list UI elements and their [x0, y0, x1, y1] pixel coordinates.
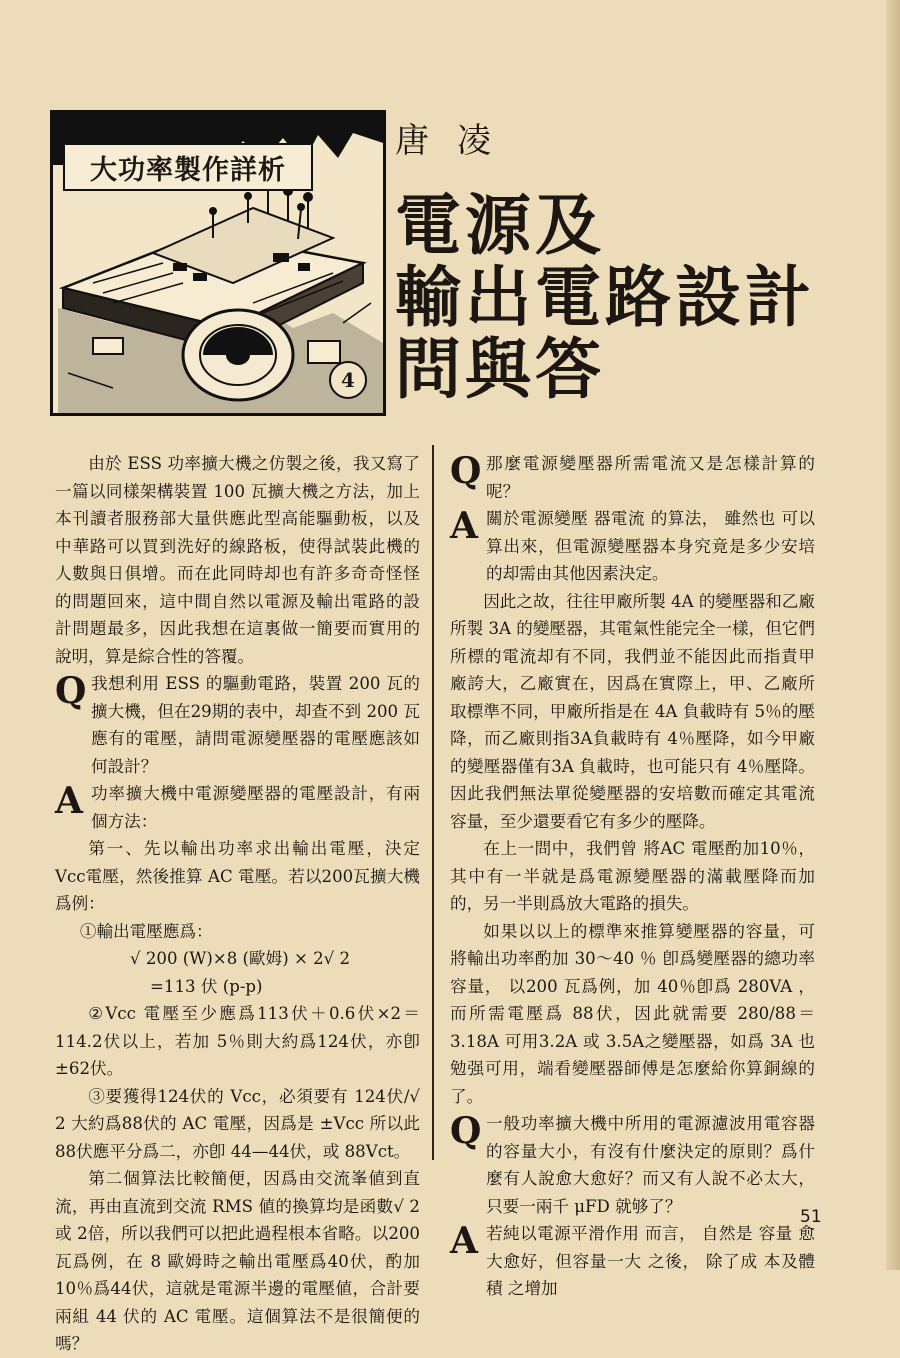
voltage-drop-paragraph: 在上一問中，我們曾 將AC 電壓酌加10％，其中有一半就是爲電源變壓器的滿載壓降而加的，另一半則爲放大電路的損失。	[450, 839, 815, 913]
right-column	[450, 450, 815, 1303]
answer-2	[450, 505, 815, 588]
page-edge	[886, 0, 900, 1270]
answer-mark-letter: A	[450, 1220, 478, 1262]
formula-output-voltage: √ 200 (W)×8 (歐姆) × 2√ 2	[130, 949, 351, 968]
step-3: ③要獲得124伏的 Vcc，必須要有 124伏/√ 2 大約爲88伏的 AC 電壓，因爲是 ±Vcc 所以此88伏應平分爲二，亦卽 44—44伏，或 88Vct。	[55, 1086, 420, 1161]
question-3	[450, 1110, 815, 1220]
answer-3-text: 若純以電源平滑作用 而言， 自然是 容量 愈大愈好，但容量一大 之後， 除了成 本及體積 之增加	[486, 1224, 815, 1298]
series-label: 大功率製作詳析	[63, 143, 313, 191]
formula-result: =113 伏 (p-p)	[150, 976, 263, 996]
answer-2-text: 關於電源變壓 器電流 的算法， 雖然也 可以算出來，但電源變壓器本身究竟是多少安培的却需由其他因素決定。	[486, 509, 815, 583]
capacity-paragraph: 如果以以上的標準來推算變壓器的容量，可將輸出功率酌加 30～40 ％ 卽爲變壓器的總功率容量， 以200 瓦爲例，加 40％卽爲 280VA ，而所需電壓爲 88伏，因此就需要 280/88＝3.18A 可用3.2A 或 3.5A之變壓器，如爲 3A 也勉强可用，端看變壓器師傅是怎麼給你算銅線的了。	[450, 921, 815, 1106]
method-1-paragraph: 第一、先以輸出功率求出輸出電壓，決定 Vcc電壓，然後推算 AC 電壓。若以200瓦擴大機爲例：	[55, 839, 420, 913]
question-1-text: 我想利用 ESS 的驅動電路，裝置 200 瓦的擴大機，但在29期的表中，却查不到 200 瓦應有的電壓，請問電源變壓器的電壓應該如何設計？	[91, 674, 420, 776]
current-rating-paragraph: 因此之故，往往甲廠所製 4A 的變壓器和乙廠所製 3A 的變壓器，其電氣性能完全一樣，但它們所標的電流却有不同，我們並不能因此而指責甲廠誇大，乙廠實在，因爲在實際上，甲、乙廠所取標準不同，甲廠所指是在 4A 負載時有 5％的壓降，而乙廠則指3A負載時有 4％壓降，如今甲廠的變壓器僅有3A 負載時，也可能只有 4％壓降。因此我們無法單從變壓器的安培數而確定其電流容量，至少還要看它有多少的壓降。	[450, 591, 815, 831]
step-2: ②Vcc 電壓至少應爲113伏＋0.6伏×2＝114.2伏以上，若加 5％則大約爲124伏，亦卽±62伏。	[55, 1004, 420, 1078]
answer-1	[55, 780, 420, 835]
intro-paragraph: 由於 ESS 功率擴大機之仿製之後，我又寫了一篇以同樣架構裝置 100 瓦擴大機之方法，加上本刊讀者服務部大量供應此型高能驅動板，以及中華路可以買到洗好的線路板，使得試裝此機的人數與日俱增。而在此同時却也有許多奇奇怪怪的問題回來，這中間自然以電源及輸出電路的設計問題最多，因此我想在這裏做一簡要而實用的說明，算是綜合性的答覆。	[55, 454, 420, 666]
question-2	[450, 450, 815, 505]
title-line-1: 電源及	[395, 187, 605, 264]
column-divider	[432, 445, 434, 1160]
title-line-3: 問與答	[395, 331, 605, 408]
question-2-text: 那麼電源變壓器所需電流又是怎樣計算的呢？	[486, 454, 815, 501]
question-mark-letter: Q	[450, 450, 482, 492]
question-mark-letter: Q	[450, 1110, 482, 1152]
header-illustration	[50, 110, 386, 416]
author-name: 唐凌	[395, 121, 519, 161]
answer-mark-letter: A	[55, 780, 83, 822]
answer-3	[450, 1220, 815, 1303]
step-1: ①輸出電壓應爲：	[79, 921, 213, 941]
question-mark-letter: Q	[55, 670, 87, 712]
title-line-2: 輸出電路設計	[395, 259, 815, 336]
answer-1-text: 功率擴大機中電源變壓器的電壓設計，有兩個方法：	[91, 784, 420, 831]
answer-mark-letter: A	[450, 505, 478, 547]
left-column	[55, 450, 420, 1358]
question-3-text: 一般功率擴大機中所用的電源濾波用電容器的容量大小，有沒有什麼決定的原則？爲什麼有人說愈大愈好？而又有人說不必太大， 只要一兩千 μFD 就够了？	[486, 1114, 815, 1216]
article-title	[395, 187, 815, 408]
part-number-badge: 4	[329, 361, 367, 399]
question-1	[55, 670, 420, 780]
method-2-paragraph: 第二個算法比較簡便，因爲由交流峯値到直流，再由直流到交流 RMS 値的換算均是函數√ 2 或 2倍，所以我們可以把此過程根本省略。以200瓦爲例，在 8 歐姆時之輸出電壓爲40伏，酌加10％爲44伏，這就是電源半邊的電壓値，合計要兩組 44 伏的 AC 電壓。這個算法不是很簡便的嗎？	[55, 1169, 420, 1353]
page-number: 51	[800, 1207, 822, 1227]
